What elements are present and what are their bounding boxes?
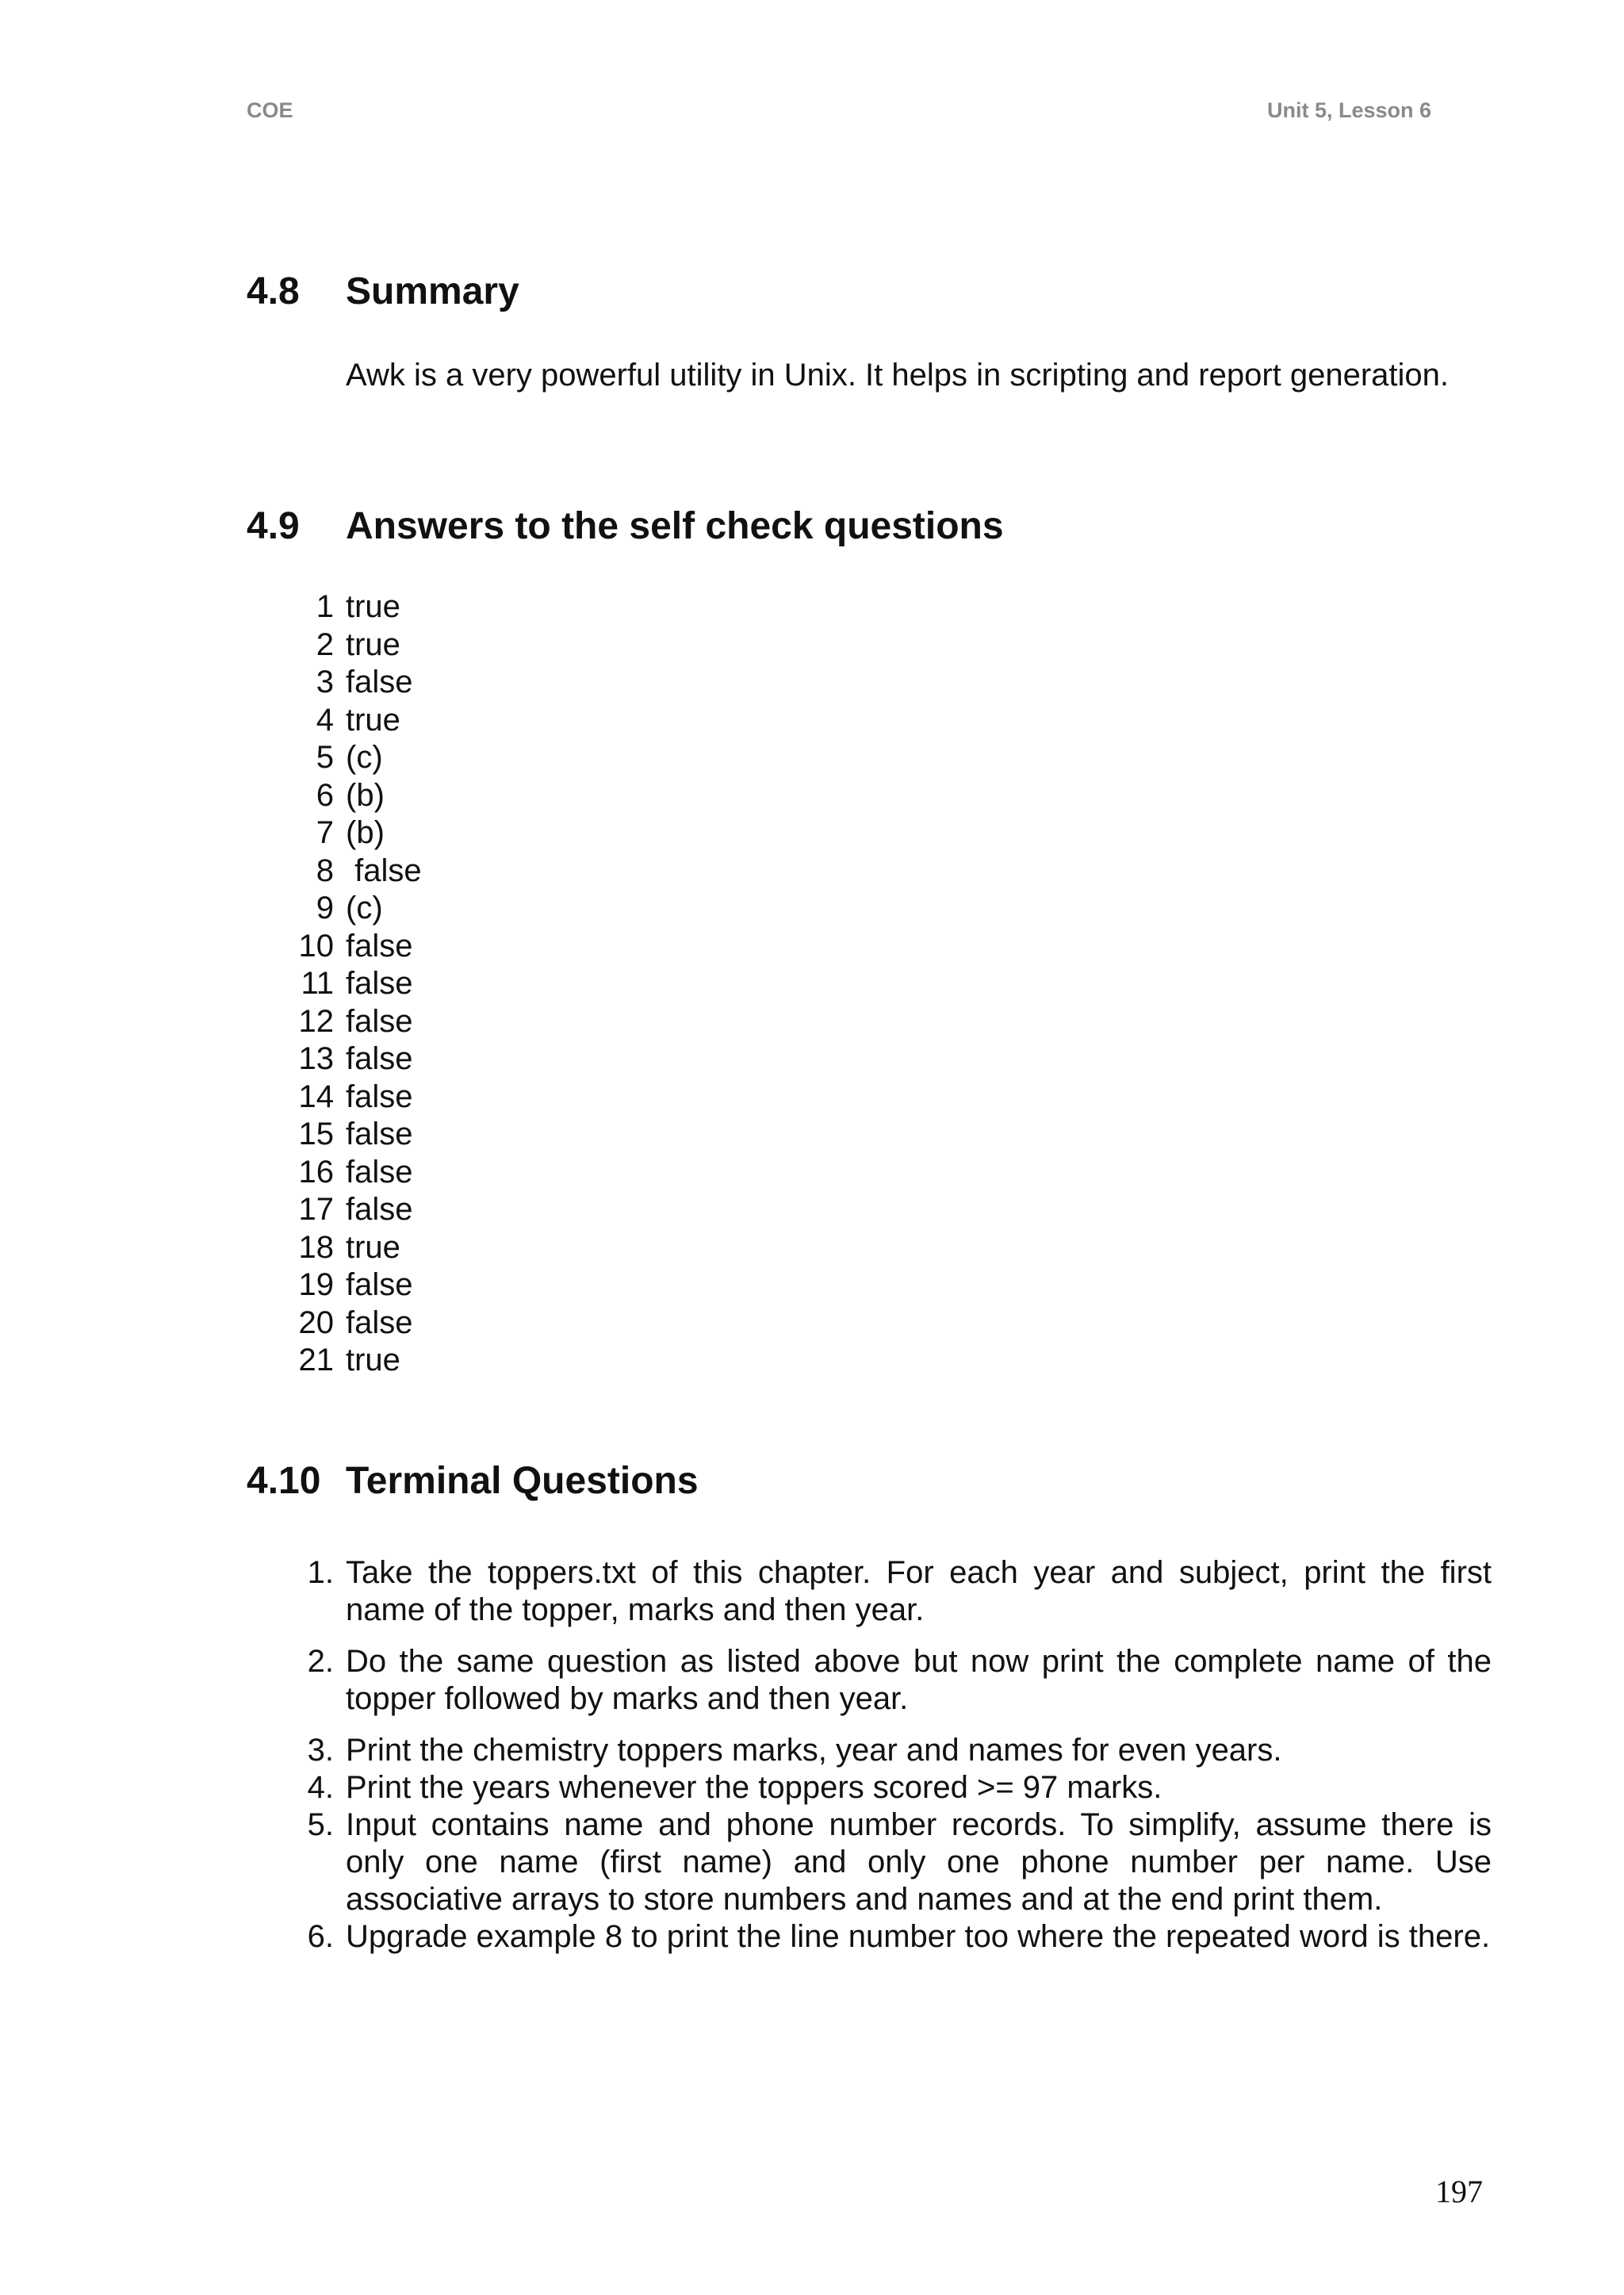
answer-value: false [346, 1117, 413, 1151]
answer-value: true [346, 1343, 400, 1377]
answers-list [247, 588, 422, 1380]
answer-item [247, 777, 422, 815]
summary-heading [247, 270, 519, 313]
answer-item [247, 1305, 422, 1343]
terminal-question-text: Upgrade example 8 to print the line number too where the repeated word is there. [346, 1919, 1491, 1954]
answers-heading-title: Answers to the self check questions [346, 505, 1004, 547]
answer-question-number: 16 [298, 1154, 334, 1190]
answer-value: false [346, 928, 413, 964]
answer-question-number: 19 [298, 1267, 334, 1302]
answer-value: true [346, 702, 400, 738]
answer-value: false [346, 1079, 413, 1114]
answer-value: false [346, 1267, 413, 1302]
terminal-question-number: 1. [307, 1555, 334, 1590]
answer-value: (b) [346, 815, 385, 850]
summary-heading-number: 4.8 [247, 270, 300, 312]
answer-value: true [346, 626, 400, 662]
answer-item [247, 1266, 422, 1305]
answer-value: false [346, 1003, 413, 1039]
terminal-heading-title: Terminal Questions [346, 1460, 699, 1502]
terminal-question-text: Take the toppers.txt of this chapter. For each year and subject, print the first name of the topper, marks and then year. [346, 1555, 1492, 1627]
answer-question-number: 9 [316, 891, 334, 925]
running-header-right: Unit 5, Lesson 6 [1267, 98, 1432, 122]
terminal-question-number: 4. [307, 1770, 334, 1805]
answers-heading [247, 504, 1004, 548]
answer-question-number: 8 [316, 852, 334, 888]
answer-item [247, 1154, 422, 1192]
answer-value: false [346, 852, 422, 888]
answer-question-number: 3 [316, 665, 334, 699]
terminal-question-number: 5. [307, 1807, 334, 1842]
terminal-question-item [247, 1918, 1492, 1956]
terminal-question-item [247, 1806, 1492, 1918]
answer-question-number: 11 [301, 966, 334, 1001]
terminal-question-text: Input contains name and phone number records. To simplify, assume there is only one name (first name) and only one phone number per name. Use associative arrays to store numbers and names and at the end print them. [346, 1807, 1492, 1917]
answer-value: false [346, 1041, 413, 1076]
answer-question-number: 12 [298, 1003, 334, 1039]
terminal-question-number: 2. [307, 1644, 334, 1679]
answer-item [247, 1116, 422, 1154]
answer-question-number: 15 [298, 1117, 334, 1151]
answer-value: true [346, 589, 400, 624]
answer-value: true [346, 1229, 400, 1265]
answer-value: (b) [346, 777, 385, 813]
answer-value: (c) [346, 740, 383, 775]
summary-text: Awk is a very powerful utility in Unix. It helps in scripting and report generation. [346, 358, 1450, 393]
answer-item [247, 1191, 422, 1229]
terminal-question-text: Print the chemistry toppers marks, year and names for even years. [346, 1733, 1282, 1768]
answer-question-number: 18 [298, 1229, 334, 1265]
answer-value: false [346, 1192, 413, 1227]
answer-item [247, 928, 422, 966]
answer-question-number: 6 [316, 777, 334, 813]
answer-question-number: 2 [316, 626, 334, 662]
answer-item [247, 965, 422, 1003]
answer-question-number: 21 [298, 1343, 334, 1377]
answer-question-number: 5 [316, 740, 334, 775]
terminal-question-number: 3. [307, 1733, 334, 1768]
answer-item [247, 852, 422, 891]
answer-value: (c) [346, 891, 383, 925]
answer-item [247, 1229, 422, 1267]
answer-value: false [346, 665, 413, 699]
answer-item [247, 1040, 422, 1079]
terminal-question-item [247, 1554, 1492, 1629]
running-header-left: COE [247, 98, 293, 122]
terminal-question-item [247, 1643, 1492, 1718]
answer-item [247, 814, 422, 852]
answer-item [247, 1003, 422, 1041]
answer-value: false [346, 966, 413, 1001]
answer-item [247, 1342, 422, 1380]
answer-question-number: 7 [316, 815, 334, 850]
answer-question-number: 14 [298, 1079, 334, 1114]
answer-item [247, 1079, 422, 1117]
summary-heading-title: Summary [346, 270, 519, 312]
answer-question-number: 4 [316, 702, 334, 738]
terminal-question-item [247, 1732, 1492, 1769]
terminal-question-number: 6. [307, 1919, 334, 1954]
answer-item [247, 626, 422, 665]
terminal-questions-list [247, 1554, 1492, 1956]
answer-value: false [346, 1154, 413, 1190]
answer-question-number: 10 [298, 928, 334, 964]
answer-question-number: 17 [298, 1192, 334, 1227]
answer-question-number: 13 [298, 1041, 334, 1076]
answer-item [247, 702, 422, 740]
answer-item [247, 588, 422, 626]
terminal-question-text: Print the years whenever the toppers scored >= 97 marks. [346, 1770, 1162, 1805]
page-number: 197 [1435, 2174, 1483, 2209]
answer-item [247, 739, 422, 777]
answer-value: false [346, 1305, 413, 1340]
terminal-heading [247, 1459, 699, 1503]
answer-item [247, 890, 422, 928]
answers-heading-number: 4.9 [247, 505, 300, 547]
terminal-question-item [247, 1769, 1492, 1806]
answer-question-number: 20 [298, 1305, 334, 1340]
terminal-question-text: Do the same question as listed above but now print the complete name of the topper followed by marks and then year. [346, 1644, 1492, 1716]
answer-item [247, 664, 422, 702]
terminal-heading-number: 4.10 [247, 1460, 321, 1502]
answer-question-number: 1 [316, 589, 334, 624]
